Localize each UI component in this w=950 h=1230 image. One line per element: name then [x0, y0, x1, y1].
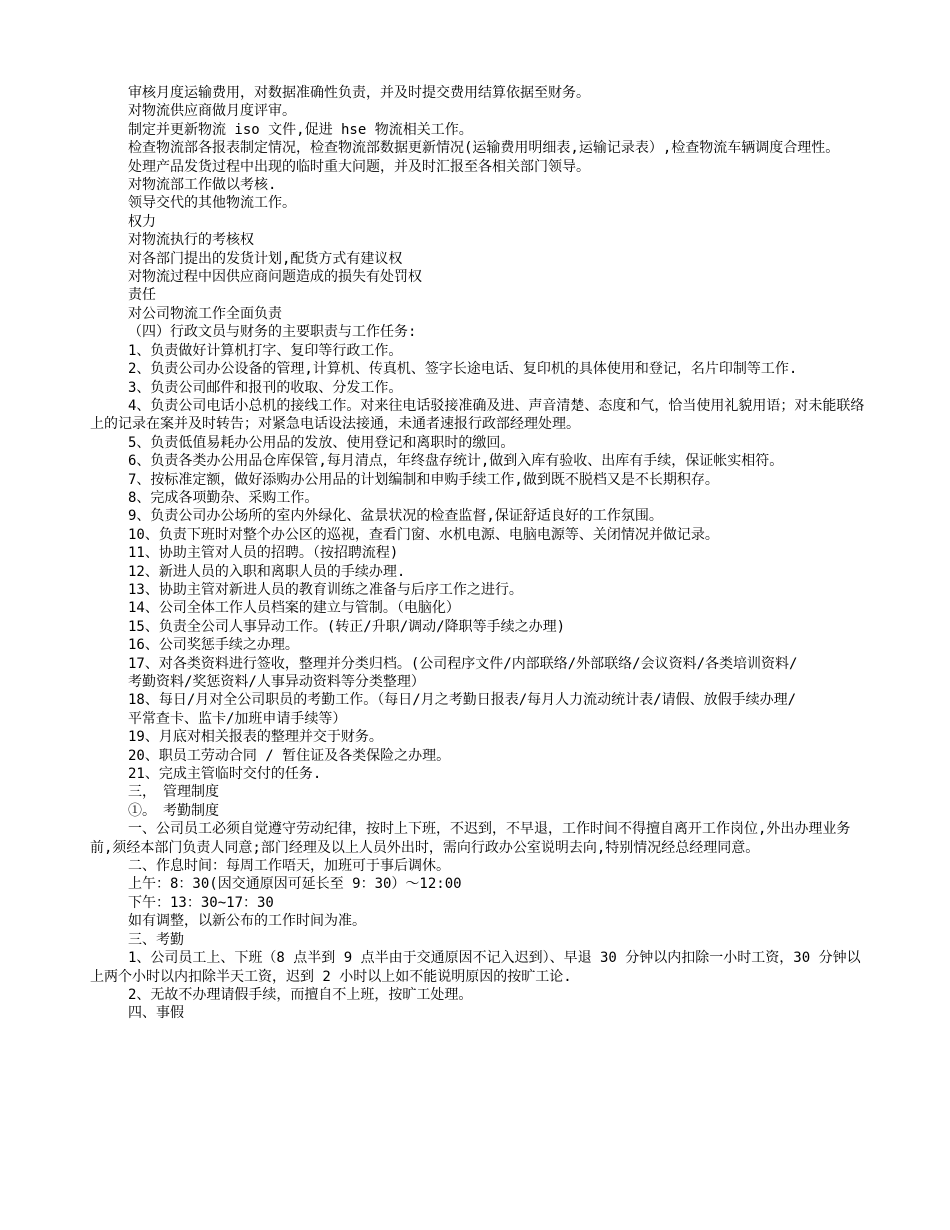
- paragraph: 16、公司奖惩手续之办理。: [128, 637, 299, 654]
- paragraph: 对物流部工作做以考核.: [128, 177, 277, 194]
- paragraph: 15、负责全公司人事异动工作。(转正/升职/调动/降职等手续之办理): [128, 618, 565, 635]
- paragraph: 三、考勤: [128, 931, 184, 948]
- paragraph: 20、职员工劳动合同 / 暂住证及各类保险之办理。: [128, 747, 451, 764]
- paragraph: 5、负责低值易耗办公用品的发放、使用登记和离职时的缴回。: [128, 434, 515, 451]
- paragraph: （四）行政文员与财务的主要职责与工作任务:: [128, 324, 417, 341]
- paragraph: 3、负责公司邮件和报刊的收取、分发工作。: [128, 379, 403, 396]
- paragraph: 四、事假: [128, 1005, 184, 1022]
- paragraph: 21、完成主管临时交付的任务.: [128, 766, 322, 783]
- paragraph: 对物流供应商做月度评审。: [128, 103, 296, 120]
- paragraph: 检查物流部各报表制定情况，检查物流部数据更新情况(运输费用明细表,运输记录表）,检查物流车辆调度合理性。: [128, 140, 840, 157]
- paragraph: 一、公司员工必须自觉遵守劳动纪律，按时上下班，不迟到，不早退，工作时间不得擅自离开工作岗位,外出办理业务前,须经本部门负责人同意;部门经理及以上人员外出时，需向行政办公室说明去向,特别情况经总经理同意。: [90, 821, 851, 856]
- paragraph: 17、对各类资料进行签收，整理并分类归档。(公司程序文件/内部联络/外部联络/会议资料/各类培训资料/: [128, 655, 798, 672]
- paragraph: 18、每日/月对全公司职员的考勤工作。（每日/月之考勤日报表/每月人力流动统计表/请假、放假手续办理/: [128, 692, 796, 709]
- paragraph: 11、协助主管对人员的招聘。（按招聘流程): [128, 545, 399, 562]
- paragraph: 平常查卡、监卡/加班申请手续等）: [128, 710, 347, 727]
- paragraph: 6、负责各类办公用品仓库保管,每月清点，年终盘存统计,做到入库有验收、出库有手续，保证帐实相符。: [128, 453, 784, 470]
- paragraph: 4、负责公司电话小总机的接线工作。对来往电话驳接准确及进、声音清楚、态度和气，恰当使用礼貌用语；对未能联络上的记录在案并及时转告；对紧急电话设法接通，未通者速报行政部经理处理。: [90, 397, 865, 433]
- paragraph: 对物流执行的考核权: [128, 232, 254, 249]
- paragraph: 三， 管理制度: [128, 784, 219, 801]
- paragraph: 9、负责公司办公场所的室内外绿化、盆景状况的检查监督,保证舒适良好的工作氛围。: [128, 508, 663, 525]
- paragraph: 14、公司全体工作人员档案的建立与管制。（电脑化）: [128, 600, 460, 617]
- paragraph: 审核月度运输费用，对数据准确性负责，并及时提交费用结算依据至财务。: [128, 85, 590, 101]
- paragraph: 8、完成各项勤杂、采购工作。: [128, 489, 319, 506]
- paragraph: 1、负责做好计算机打字、复印等行政工作。: [128, 342, 403, 359]
- paragraph: 10、负责下班时对整个办公区的巡视，查看门窗、水机电源、电脑电源等、关闭情况并做记录。: [128, 526, 719, 543]
- paragraph: 上午：8：30(因交通原因可延长至 9：30）～12:00: [128, 876, 462, 893]
- paragraph: 2、负责公司办公设备的管理,计算机、传真机、签字长途电话、复印机的具体使用和登记，名片印制等工作.: [128, 361, 798, 378]
- paragraph: 12、新进人员的入职和离职人员的手续办理.: [128, 563, 406, 580]
- paragraph: 处理产品发货过程中出现的临时重大问题，并及时汇报至各相关部门领导。: [128, 158, 590, 175]
- paragraph: 13、协助主管对新进人员的教育训练之准备与后序工作之进行。: [128, 581, 523, 598]
- paragraph: 考勤资料/奖惩资料/人事异动资料等分类整理）: [128, 674, 425, 690]
- paragraph: 对物流过程中因供应商问题造成的损失有处罚权: [128, 269, 422, 286]
- paragraph: 1、公司员工上、下班（8 点半到 9 点半由于交通原因不记入迟到）、早退 30 分钟以内扣除一小时工资，30 分钟以上两个小时以内扣除半天工资，迟到 2 小时以上如不能说明原因的按旷工论.: [90, 950, 861, 985]
- paragraph: 领导交代的其他物流工作。: [128, 195, 296, 212]
- paragraph: 2、无故不办理请假手续，而擅自不上班，按旷工处理。: [128, 986, 473, 1003]
- paragraph: 制定并更新物流 iso 文件,促进 hse 物流相关工作。: [128, 121, 473, 138]
- paragraph: 二、作息时间：每周工作唔天，加班可于事后调休。: [128, 858, 450, 875]
- paragraph: 对公司物流工作全面负责: [128, 305, 282, 322]
- paragraph: 下午：13：30~17：30: [128, 894, 274, 911]
- paragraph: 7、按标准定额，做好添购办公用品的计划编制和申购手续工作,做到既不脱档又是不长期积存。: [128, 471, 719, 488]
- paragraph: ①。 考勤制度: [128, 802, 219, 819]
- paragraph: 权力: [128, 213, 156, 230]
- document-body: [90, 84, 870, 1023]
- paragraph: 对各部门提出的发货计划,配货方式有建议权: [128, 250, 403, 267]
- paragraph: 19、月底对相关报表的整理并交于财务。: [128, 729, 383, 746]
- paragraph: 如有调整，以新公布的工作时间为准。: [128, 913, 366, 930]
- paragraph: 责任: [128, 287, 156, 304]
